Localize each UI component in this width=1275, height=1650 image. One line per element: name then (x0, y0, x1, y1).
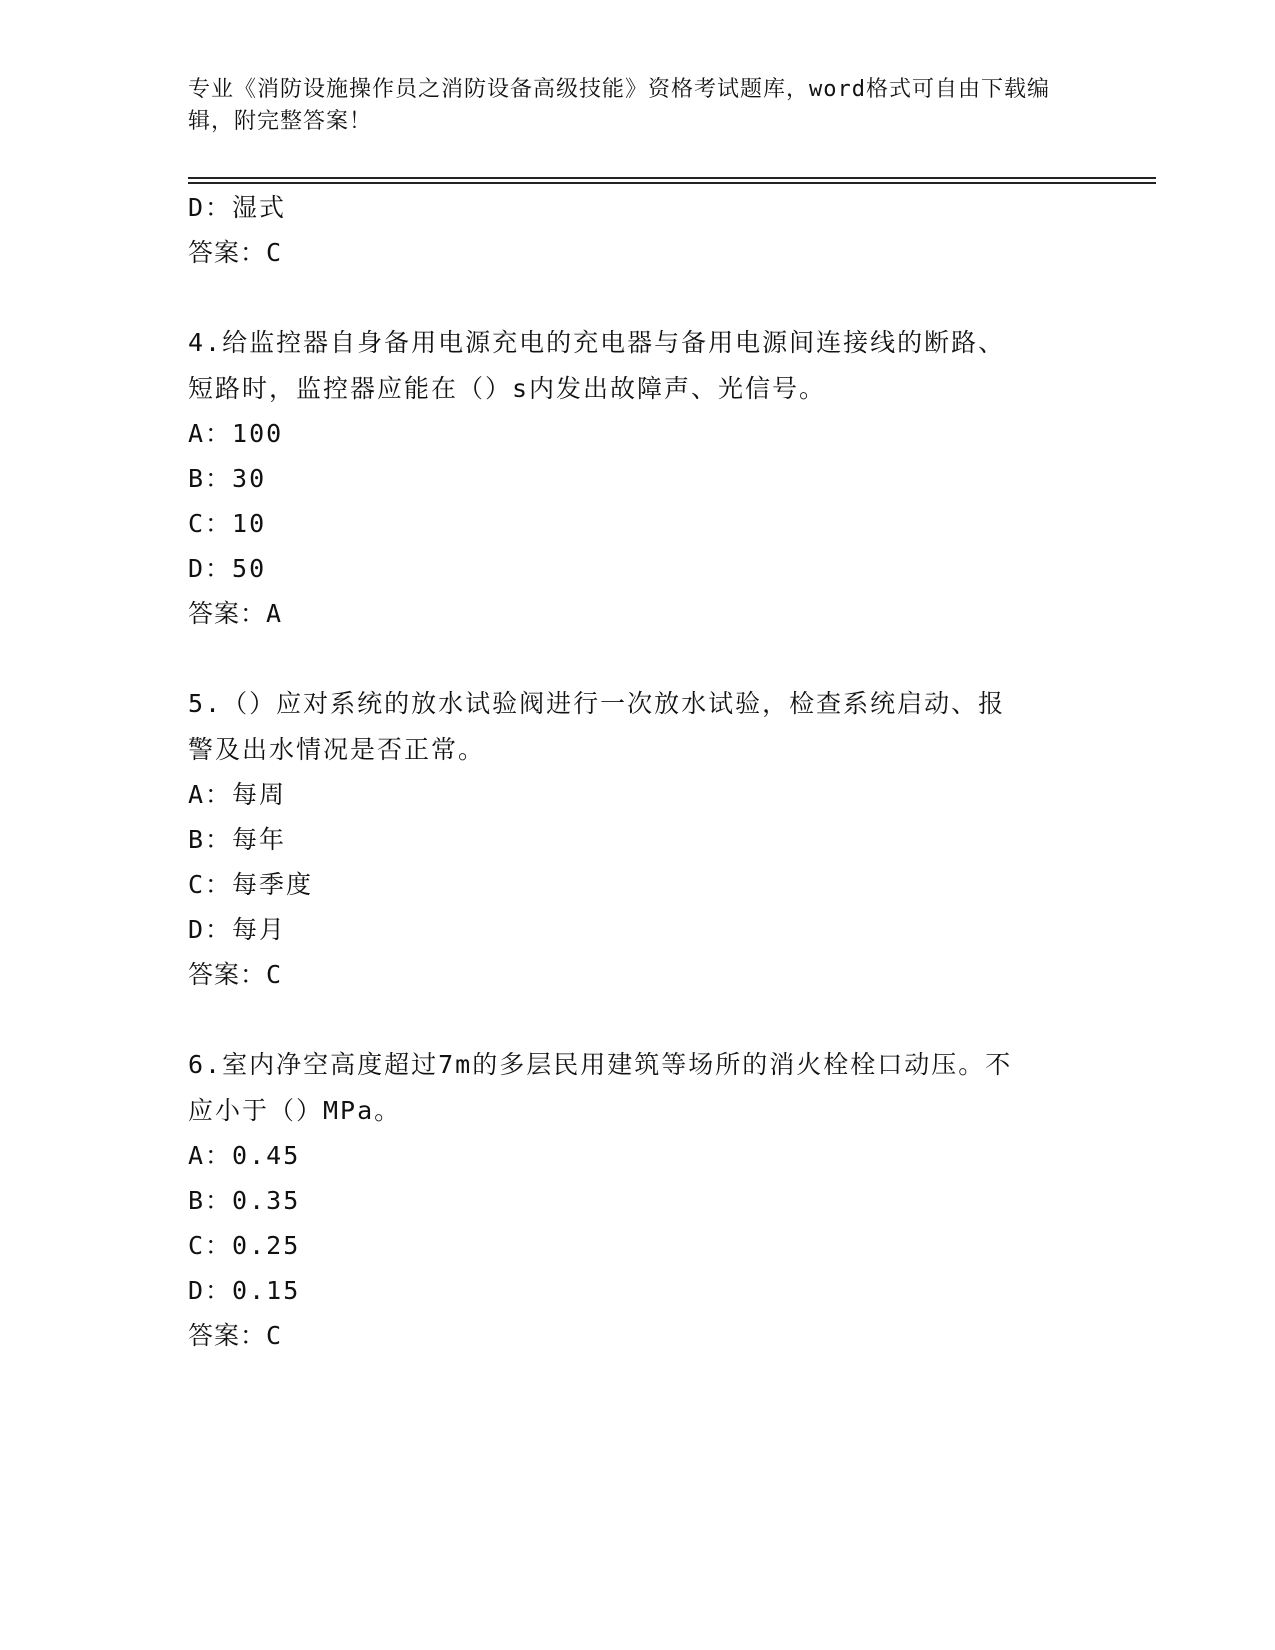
question-4-stem-line-1: 4.给监控器自身备用电源充电的充电器与备用电源间连接线的断路、 (188, 328, 1006, 357)
question-5-option-b: B：每年 (188, 825, 287, 854)
question-6-stem-line-1: 6.室内净空高度超过7m的多层民用建筑等场所的消火栓栓口动压。不 (188, 1050, 1013, 1079)
document-header: 专业《消防设施操作员之消防设备高级技能》资格考试题库，word格式可自由下载编辑，附完整答案！ (188, 77, 1050, 134)
question-6-option-a: A：0.45 (188, 1141, 301, 1170)
question-4-option-b: B：30 (188, 464, 267, 493)
answer-label: 答案： (188, 960, 267, 989)
prev-answer (188, 236, 282, 270)
question-4-stem-line-2: 短路时，监控器应能在（）s内发出故障声、光信号。 (188, 374, 827, 403)
question-5-stem-line-1: 5.（）应对系统的放水试验阀进行一次放水试验，检查系统启动、报 (188, 689, 1006, 718)
question-5-option-a: A：每周 (188, 780, 287, 809)
question-5-answer (188, 958, 282, 992)
answer-label: 答案： (188, 1321, 267, 1350)
prev-option-d: D：湿式 (188, 193, 287, 222)
header-divider-top (188, 177, 1156, 179)
question-6-option-d: D：0.15 (188, 1276, 301, 1305)
header-divider-bottom (188, 182, 1156, 184)
answer-value: A (266, 599, 283, 628)
question-5-option-c: C：每季度 (188, 870, 314, 899)
question-6-stem-line-2: 应小于（）MPa。 (188, 1096, 402, 1125)
question-4-option-a: A：100 (188, 419, 284, 448)
question-4-answer (188, 597, 282, 631)
question-4-option-c: C：10 (188, 509, 267, 538)
question-5-stem-line-2: 警及出水情况是否正常。 (188, 735, 486, 764)
question-4-option-d: D：50 (188, 554, 267, 583)
question-5-option-d: D：每月 (188, 915, 287, 944)
answer-value: C (266, 1321, 283, 1350)
answer-label: 答案： (188, 599, 267, 628)
answer-label: 答案： (188, 238, 267, 267)
question-6-answer (188, 1319, 282, 1353)
answer-value: C (266, 238, 283, 267)
question-6-option-b: B：0.35 (188, 1186, 301, 1215)
question-6-option-c: C：0.25 (188, 1231, 301, 1260)
answer-value: C (266, 960, 283, 989)
